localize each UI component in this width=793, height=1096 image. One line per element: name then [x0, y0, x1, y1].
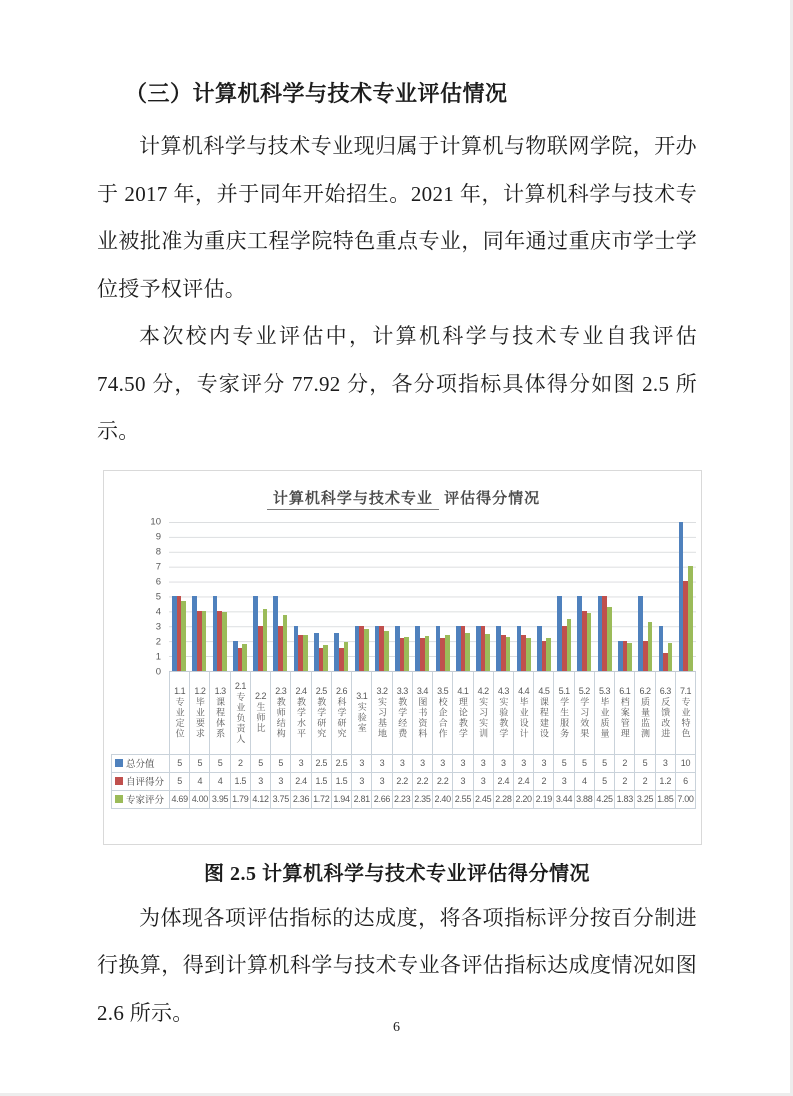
bar-专家评分 — [263, 609, 268, 670]
category-name: 科学研究 — [336, 697, 347, 739]
value-cell: 7.00 — [675, 791, 696, 809]
category-number: 2.6 — [335, 686, 347, 696]
value-cell: 3 — [513, 755, 533, 773]
value-cell: 1.79 — [230, 791, 250, 809]
category-label — [452, 672, 472, 754]
y-axis-tick: 10 — [150, 516, 161, 527]
value-cell: 4.00 — [189, 791, 209, 809]
y-axis-tick: 1 — [155, 651, 161, 662]
legend-cell-总分值 — [111, 755, 169, 773]
value-cell: 5 — [553, 755, 573, 773]
bar-group-2.6 — [331, 522, 351, 671]
value-cell: 5 — [169, 773, 189, 791]
value-cell: 3 — [412, 755, 432, 773]
bar-专家评分 — [688, 566, 693, 670]
category-label — [675, 672, 696, 754]
value-cell: 3.88 — [574, 791, 594, 809]
y-axis-tick: 8 — [155, 546, 161, 557]
category-label — [371, 672, 391, 754]
value-cell: 2.2 — [392, 773, 412, 791]
y-axis-tick: 4 — [155, 606, 161, 617]
bar-group-1.2 — [189, 522, 209, 671]
paragraph-intro: 计算机科学与技术专业现归属于计算机与物联网学院，开办于 2017 年，并于同年开始招生。2021 年，计算机科学与技术专业被批准为重庆工程学院特色重点专业，同年通过重庆市学士学位授予权评估。 — [97, 134, 697, 301]
category-label — [250, 672, 270, 754]
category-header-blank-cell — [111, 672, 169, 754]
category-number: 4.5 — [538, 686, 550, 696]
category-number: 1.2 — [194, 686, 206, 696]
category-label — [493, 672, 513, 754]
value-cell: 5 — [634, 755, 654, 773]
category-label — [351, 672, 371, 754]
bar-group-3.3 — [392, 522, 412, 671]
category-name: 教学经费 — [397, 697, 408, 739]
bar-group-4.4 — [514, 522, 534, 671]
data-table-row-自评得分 — [111, 773, 696, 791]
value-cell: 1.5 — [331, 773, 351, 791]
value-cell: 3 — [270, 773, 290, 791]
data-table-row-专家评分 — [111, 791, 696, 809]
value-cell: 2 — [614, 755, 634, 773]
plot-area — [169, 522, 696, 672]
legend-label: 专家评分 — [126, 795, 165, 806]
bar-专家评分 — [648, 622, 653, 670]
value-cell: 1.2 — [655, 773, 675, 791]
category-name: 教师结构 — [275, 697, 286, 739]
value-cell: 2 — [634, 773, 654, 791]
value-cell: 3 — [351, 755, 371, 773]
value-cell: 3 — [655, 755, 675, 773]
category-name: 实习实训 — [478, 697, 489, 739]
category-number: 5.3 — [599, 686, 611, 696]
value-cell: 2.35 — [412, 791, 432, 809]
value-cell: 3.95 — [209, 791, 229, 809]
bar-专家评分 — [303, 635, 308, 670]
category-number: 4.4 — [518, 686, 530, 696]
category-label — [513, 672, 533, 754]
bar-专家评分 — [242, 644, 247, 671]
category-label — [553, 672, 573, 754]
bar-专家评分 — [404, 637, 409, 670]
bar-group-2.2 — [250, 522, 270, 671]
evaluation-score-chart — [103, 470, 702, 845]
bar-group-2.3 — [270, 522, 290, 671]
bar-group-5.1 — [554, 522, 574, 671]
category-number: 1.3 — [214, 686, 226, 696]
value-cell: 3 — [533, 755, 553, 773]
data-table — [111, 754, 696, 809]
value-cell: 3 — [371, 755, 391, 773]
category-label — [473, 672, 493, 754]
value-cell: 2 — [230, 755, 250, 773]
bar-group-7.1 — [676, 522, 696, 671]
category-name: 毕业要求 — [194, 697, 205, 739]
value-cell: 3 — [351, 773, 371, 791]
bar-专家评分 — [364, 629, 369, 671]
y-axis-tick: 5 — [155, 591, 161, 602]
category-number: 3.4 — [416, 686, 428, 696]
value-cell: 2.23 — [392, 791, 412, 809]
category-number: 6.3 — [659, 686, 671, 696]
value-cell: 2.28 — [493, 791, 513, 809]
value-cell: 1.5 — [311, 773, 331, 791]
value-cell: 2.4 — [513, 773, 533, 791]
bar-专家评分 — [323, 645, 328, 671]
value-cell: 4 — [189, 773, 209, 791]
category-name: 学生服务 — [559, 697, 570, 739]
category-name: 专业负责人 — [235, 691, 246, 745]
value-cell: 1.72 — [311, 791, 331, 809]
bar-专家评分 — [222, 612, 227, 671]
bar-group-4.5 — [534, 522, 554, 671]
value-cell: 3 — [371, 773, 391, 791]
value-cell: 2 — [533, 773, 553, 791]
category-name: 课程体系 — [215, 697, 226, 739]
value-cell: 1.83 — [614, 791, 634, 809]
y-axis-tick: 3 — [155, 621, 161, 632]
value-cell: 4 — [574, 773, 594, 791]
category-number: 2.4 — [295, 686, 307, 696]
value-cell: 5 — [169, 755, 189, 773]
category-name: 图书资料 — [417, 697, 428, 739]
bar-专家评分 — [567, 619, 572, 670]
value-cell: 4.12 — [250, 791, 270, 809]
category-name: 毕业质量 — [599, 697, 610, 739]
category-number: 6.2 — [639, 686, 651, 696]
category-name: 校企合作 — [437, 697, 448, 739]
value-cell: 2.40 — [432, 791, 452, 809]
legend-key-icon — [115, 759, 123, 767]
category-label — [311, 672, 331, 754]
bar-专家评分 — [506, 637, 511, 671]
category-number: 4.2 — [477, 686, 489, 696]
value-cell: 5 — [189, 755, 209, 773]
legend-cell-专家评分 — [111, 791, 169, 809]
bar-group-5.3 — [595, 522, 615, 671]
category-name: 专业定位 — [174, 697, 185, 739]
category-label — [169, 672, 189, 754]
category-number: 3.1 — [356, 691, 368, 702]
value-cell: 2.36 — [290, 791, 310, 809]
bar-group-4.2 — [473, 522, 493, 671]
category-label — [392, 672, 412, 754]
page-number: 6 — [393, 1020, 400, 1035]
category-name: 生师比 — [255, 702, 266, 734]
bar-专家评分 — [384, 631, 389, 671]
category-label — [634, 672, 654, 754]
value-cell: 5 — [594, 773, 614, 791]
paragraph-conversion: 为体现各项评估指标的达成度，将各项指标评分按百分制进行换算，得到计算机科学与技术专业各评估指标达成度情况如图 2.6 所示。 — [97, 905, 697, 1025]
chart-title-underlined: 计算机科学与技术专业 — [267, 490, 439, 510]
bar-专家评分 — [425, 636, 430, 671]
category-name: 实验室 — [356, 702, 367, 734]
value-cell: 2.5 — [331, 755, 351, 773]
category-name: 教学水平 — [296, 697, 307, 739]
bar-group-2.4 — [291, 522, 311, 671]
category-label — [209, 672, 229, 754]
bar-专家评分 — [465, 633, 470, 671]
value-cell: 10 — [675, 755, 696, 773]
bar-group-6.3 — [655, 522, 675, 671]
value-cell: 2 — [614, 773, 634, 791]
bar-group-6.2 — [635, 522, 655, 671]
category-name: 反馈改进 — [660, 697, 671, 739]
category-number: 1.1 — [174, 686, 186, 696]
category-label — [574, 672, 594, 754]
value-cell: 3 — [553, 773, 573, 791]
value-cell: 5 — [270, 755, 290, 773]
category-name: 实习基地 — [376, 697, 387, 739]
bar-专家评分 — [202, 611, 207, 671]
category-label — [331, 672, 351, 754]
value-cell: 3 — [493, 755, 513, 773]
value-cell: 4 — [209, 773, 229, 791]
legend-key-icon — [115, 795, 123, 803]
legend-label: 自评得分 — [126, 777, 165, 788]
data-table-row-总分值 — [111, 755, 696, 773]
category-number: 2.1 — [234, 680, 246, 691]
value-cell: 4.69 — [169, 791, 189, 809]
value-cell: 1.85 — [655, 791, 675, 809]
series-value-cells — [169, 773, 696, 791]
value-cell: 5 — [250, 755, 270, 773]
value-cell: 5 — [594, 755, 614, 773]
bar-group-2.5 — [311, 522, 331, 671]
value-cell: 3 — [473, 755, 493, 773]
category-name: 课程建设 — [538, 697, 549, 739]
section-heading: （三）计算机科学与技术专业评估情况 — [125, 81, 508, 106]
value-cell: 2.66 — [371, 791, 391, 809]
paragraph-scores: 本次校内专业评估中，计算机科学与技术专业自我评估 74.50 分，专家评分 77.92 分，各分项指标具体得分如图 2.5 所示。 — [97, 324, 697, 443]
y-axis-tick: 7 — [155, 561, 161, 572]
value-cell: 1.5 — [230, 773, 250, 791]
bar-group-3.1 — [351, 522, 371, 671]
category-label — [230, 672, 250, 754]
bar-group-3.2 — [372, 522, 392, 671]
bar-group-1.3 — [210, 522, 230, 671]
category-number: 2.2 — [255, 691, 267, 702]
bar-group-4.3 — [493, 522, 513, 671]
category-number: 2.5 — [315, 686, 327, 696]
category-number: 5.2 — [578, 686, 590, 696]
category-label — [270, 672, 290, 754]
value-cell: 2.4 — [493, 773, 513, 791]
category-number: 3.3 — [396, 686, 408, 696]
y-axis — [111, 516, 169, 677]
value-cell: 3 — [452, 755, 472, 773]
bar-专家评分 — [181, 601, 186, 671]
value-cell: 3 — [432, 755, 452, 773]
category-name: 毕业设计 — [518, 697, 529, 739]
category-label — [594, 672, 614, 754]
value-cell: 2.19 — [533, 791, 553, 809]
value-cell: 3 — [290, 755, 310, 773]
value-cell: 1.94 — [331, 791, 351, 809]
chart-title-rest: 评估得分情况 — [438, 489, 541, 507]
bar-group-3.5 — [432, 522, 452, 671]
bar-group-6.1 — [615, 522, 635, 671]
category-name: 质量监测 — [640, 697, 650, 739]
plot-row — [111, 516, 696, 677]
bar-专家评分 — [546, 638, 551, 671]
value-cell: 3.25 — [634, 791, 654, 809]
category-header-row — [111, 672, 696, 754]
legend-key-icon — [115, 777, 123, 785]
y-axis-tick: 2 — [155, 636, 161, 647]
category-number: 4.1 — [457, 686, 469, 696]
category-label — [290, 672, 310, 754]
category-number: 4.3 — [497, 686, 509, 696]
y-axis-tick: 6 — [155, 576, 161, 587]
value-cell: 3 — [452, 773, 472, 791]
bar-group-5.2 — [574, 522, 594, 671]
category-number: 7.1 — [679, 686, 691, 696]
value-cell: 2.4 — [290, 773, 310, 791]
bar-专家评分 — [627, 643, 632, 670]
value-cell: 3.75 — [270, 791, 290, 809]
value-cell: 2.45 — [473, 791, 493, 809]
value-cell: 3 — [473, 773, 493, 791]
category-name: 教学研究 — [316, 697, 327, 739]
bar-专家评分 — [607, 607, 612, 670]
category-number: 6.1 — [619, 686, 631, 696]
bar-专家评分 — [668, 643, 673, 671]
value-cell: 5 — [209, 755, 229, 773]
value-cell: 3.44 — [553, 791, 573, 809]
series-value-cells — [169, 755, 696, 773]
legend-label: 总分值 — [126, 759, 155, 770]
category-name: 专业特色 — [680, 697, 691, 739]
bar-专家评分 — [485, 634, 490, 671]
value-cell: 4.25 — [594, 791, 614, 809]
category-name: 理论教学 — [457, 697, 468, 739]
value-cell: 2.2 — [412, 773, 432, 791]
bar-专家评分 — [587, 613, 592, 671]
value-cell: 3 — [250, 773, 270, 791]
category-name: 实验教学 — [498, 697, 509, 739]
category-name: 学习效果 — [579, 697, 590, 739]
value-cell: 2.81 — [351, 791, 371, 809]
figure-caption: 图 2.5 计算机科学与技术专业评估得分情况 — [204, 862, 590, 885]
value-cell: 2.20 — [513, 791, 533, 809]
bar-专家评分 — [344, 642, 349, 671]
value-cell: 3 — [392, 755, 412, 773]
category-label — [412, 672, 432, 754]
value-cell: 2.5 — [311, 755, 331, 773]
category-label — [614, 672, 634, 754]
series-value-cells — [169, 791, 696, 809]
bar-group-4.1 — [453, 522, 473, 671]
bar-专家评分 — [283, 615, 288, 671]
category-label — [533, 672, 553, 754]
bar-专家评分 — [526, 638, 531, 671]
bar-专家评分 — [445, 635, 450, 671]
category-cells — [169, 672, 696, 754]
category-name: 档案管理 — [619, 697, 630, 739]
category-label — [655, 672, 675, 754]
category-number: 5.1 — [558, 686, 570, 696]
bar-group-3.4 — [412, 522, 432, 671]
category-number: 3.2 — [376, 686, 388, 696]
bar-group-1.1 — [169, 522, 189, 671]
value-cell: 2.55 — [452, 791, 472, 809]
category-label — [432, 672, 452, 754]
category-number: 3.5 — [437, 686, 449, 696]
value-cell: 6 — [675, 773, 696, 791]
category-label — [189, 672, 209, 754]
value-cell: 5 — [574, 755, 594, 773]
y-axis-tick: 0 — [155, 666, 161, 677]
chart-title — [111, 487, 696, 508]
y-axis-tick: 9 — [155, 531, 161, 542]
value-cell: 2.2 — [432, 773, 452, 791]
legend-cell-自评得分 — [111, 773, 169, 791]
category-number: 2.3 — [275, 686, 287, 696]
bar-group-2.1 — [230, 522, 250, 671]
